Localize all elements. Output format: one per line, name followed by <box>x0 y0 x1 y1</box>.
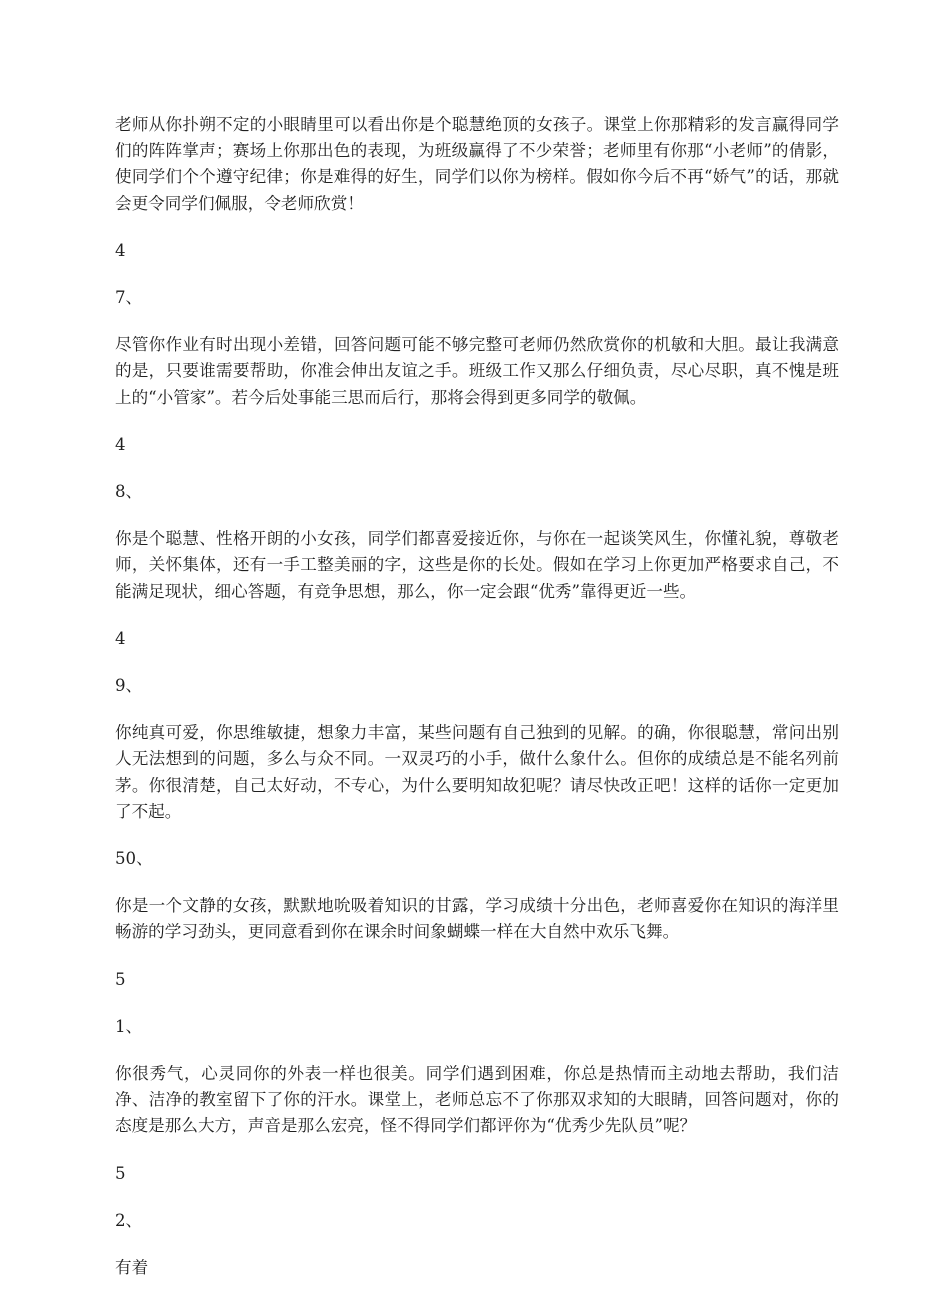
item-number: 9、 <box>115 676 143 696</box>
item-number: 1、 <box>115 1016 143 1036</box>
page-number: 4 <box>115 628 126 648</box>
page-number: 5 <box>115 969 126 989</box>
comment-paragraph: 老师从你扑朔不定的小眼睛里可以看出你是个聪慧绝顶的女孩子。课堂上你那精彩的发言赢得同学们的阵阵掌声；赛场上你那出色的表现，为班级赢得了不少荣誉；老师里有你那“小老师”的倩影，使同学们个个遵守纪律；你是难得的好生，同学们以你为榜样。假如你今后不再“娇气”的话，那就会更令同学们佩服，令老师欣赏！ <box>115 115 839 213</box>
comment-paragraph: 你纯真可爱，你思维敏捷，想象力丰富，某些问题有自己独到的见解。的确，你很聪慧，常问出别人无法想到的问题，多么与众不同。一双灵巧的小手，做什么象什么。但你的成绩总是不能名列前茅。你很清楚，自己太好动，不专心，为什么要明知故犯呢？请尽快改正吧！这样的话你一定更加了不起。 <box>115 723 839 821</box>
item-number: 2、 <box>115 1210 143 1230</box>
comment-paragraph: 你是个聪慧、性格开朗的小女孩，同学们都喜爱接近你，与你在一起谈笑风生，你懂礼貌，尊敬老师，关怀集体，还有一手工整美丽的字，这些是你的长处。假如在学习上你更加严格要求自己，不能满足现状，细心答题，有竞争思想，那么，你一定会跟“优秀”靠得更近一些。 <box>115 529 839 601</box>
document-body <box>115 112 839 1302</box>
page-number: 4 <box>115 434 126 454</box>
item-number: 7、 <box>115 288 143 308</box>
page-number: 5 <box>115 1163 126 1183</box>
comment-paragraph: 你是一个文静的女孩，默默地吮吸着知识的甘露，学习成绩十分出色，老师喜爱你在知识的海洋里畅游的学习劲头，更同意看到你在课余时间象蝴蝶一样在大自然中欢乐飞舞。 <box>115 896 839 942</box>
comment-paragraph: 尽管你作业有时出现小差错，回答问题可能不够完整可老师仍然欣赏你的机敏和大胆。最让我满意的是，只要谁需要帮助，你准会伸出友谊之手。班级工作又那么仔细负责，尽心尽职，真不愧是班上的“小管家”。若今后处事能三思而后行，那将会得到更多同学的敬佩。 <box>115 335 839 407</box>
page-number: 4 <box>115 240 126 260</box>
comment-paragraph: 你很秀气，心灵同你的外表一样也很美。同学们遇到困难，你总是热情而主动地去帮助，我们洁净、洁净的教室留下了你的汗水。课堂上，老师总忘不了你那双求知的大眼睛，回答问题对，你的态度是那么大方，声音是那么宏亮，怪不得同学们都评你为“优秀少先队员”呢？ <box>115 1064 839 1136</box>
item-number: 50、 <box>115 849 153 869</box>
item-number: 8、 <box>115 482 143 502</box>
comment-paragraph: 有着 <box>115 1258 149 1278</box>
